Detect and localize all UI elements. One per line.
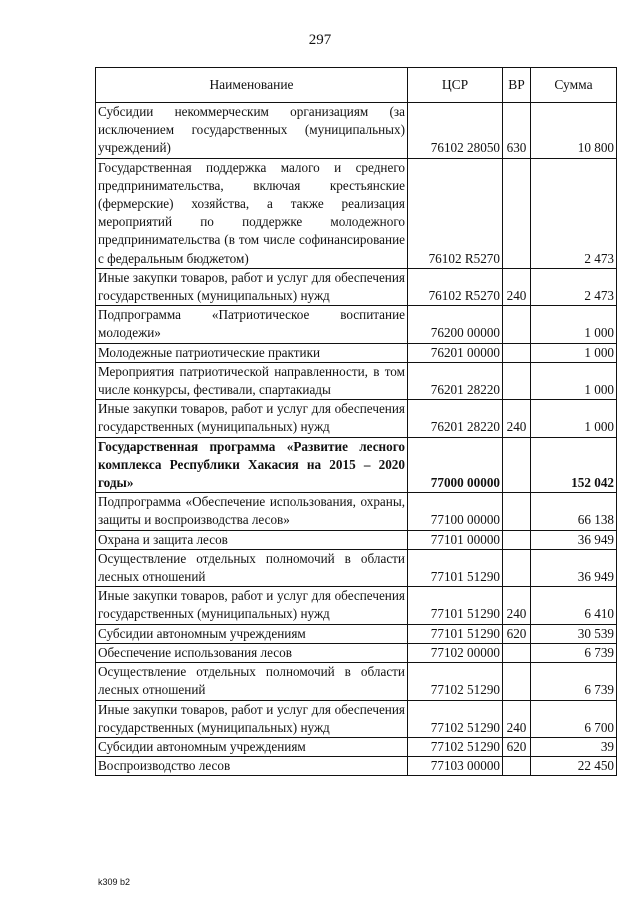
table-row (96, 663, 617, 700)
cell-vr: 240 (503, 400, 531, 437)
cell-sum: 36 949 (531, 530, 617, 549)
cell-csr: 76102 28050 (408, 103, 503, 159)
header-sum: Сумма (531, 68, 617, 103)
cell-vr (503, 306, 531, 343)
cell-name: Государственная поддержка малого и среднего предпринимательства, включая крестьянские (фермерские) хозяйства, а также реализация мероприятий по поддержке молодежного предпринимательства (в том числе софинансирование с федеральным бюджетом) (96, 158, 408, 268)
cell-sum: 39 (531, 737, 617, 756)
cell-sum: 6 739 (531, 663, 617, 700)
cell-csr: 77101 51290 (408, 587, 503, 624)
cell-csr: 77103 00000 (408, 757, 503, 776)
table-row (96, 530, 617, 549)
cell-vr (503, 757, 531, 776)
footer-code: k309 b2 (98, 877, 131, 887)
table-row (96, 343, 617, 362)
cell-vr (503, 549, 531, 586)
cell-name: Субсидии некоммерческим организациям (за исключением государственных (муниципальных) учреждений) (96, 103, 408, 159)
cell-vr: 620 (503, 737, 531, 756)
cell-vr: 240 (503, 268, 531, 305)
cell-csr: 77101 51290 (408, 549, 503, 586)
cell-sum: 22 450 (531, 757, 617, 776)
cell-vr (503, 343, 531, 362)
cell-csr: 76102 R5270 (408, 268, 503, 305)
cell-csr: 77102 51290 (408, 700, 503, 737)
cell-csr: 77000 00000 (408, 437, 503, 493)
cell-name: Иные закупки товаров, работ и услуг для обеспечения государственных (муниципальных) нужд (96, 400, 408, 437)
table-row (96, 643, 617, 662)
cell-csr: 77102 51290 (408, 663, 503, 700)
cell-sum: 6 700 (531, 700, 617, 737)
table-row (96, 158, 617, 268)
cell-vr (503, 493, 531, 530)
cell-sum: 6 739 (531, 643, 617, 662)
cell-sum: 1 000 (531, 362, 617, 399)
cell-name: Воспроизводство лесов (96, 757, 408, 776)
cell-name: Иные закупки товаров, работ и услуг для обеспечения государственных (муниципальных) нужд (96, 268, 408, 305)
cell-sum: 66 138 (531, 493, 617, 530)
table-row (96, 400, 617, 437)
cell-name: Подпрограмма «Обеспечение использования, охраны, защиты и воспроизводства лесов» (96, 493, 408, 530)
table-row (96, 306, 617, 343)
cell-name: Иные закупки товаров, работ и услуг для обеспечения государственных (муниципальных) нужд (96, 700, 408, 737)
cell-name: Подпрограмма «Патриотическое воспитание молодежи» (96, 306, 408, 343)
cell-sum: 2 473 (531, 268, 617, 305)
cell-csr: 77102 51290 (408, 737, 503, 756)
cell-name: Осуществление отдельных полномочий в области лесных отношений (96, 549, 408, 586)
table-row (96, 737, 617, 756)
cell-name: Охрана и защита лесов (96, 530, 408, 549)
cell-sum: 152 042 (531, 437, 617, 493)
header-csr: ЦСР (408, 68, 503, 103)
cell-name: Молодежные патриотические практики (96, 343, 408, 362)
cell-vr: 620 (503, 624, 531, 643)
cell-csr: 76201 00000 (408, 343, 503, 362)
cell-csr: 77100 00000 (408, 493, 503, 530)
cell-sum: 1 000 (531, 343, 617, 362)
table-row (96, 268, 617, 305)
cell-sum: 1 000 (531, 400, 617, 437)
table-row (96, 362, 617, 399)
table-row (96, 493, 617, 530)
header-name: Наименование (96, 68, 408, 103)
cell-csr: 76200 00000 (408, 306, 503, 343)
header-vr: ВР (503, 68, 531, 103)
cell-vr (503, 663, 531, 700)
cell-sum: 30 539 (531, 624, 617, 643)
cell-vr (503, 437, 531, 493)
table-header-row (96, 68, 617, 103)
cell-vr: 240 (503, 700, 531, 737)
cell-csr: 76102 R5270 (408, 158, 503, 268)
cell-csr: 77101 00000 (408, 530, 503, 549)
cell-name: Осуществление отдельных полномочий в области лесных отношений (96, 663, 408, 700)
cell-vr (503, 158, 531, 268)
cell-csr: 76201 28220 (408, 400, 503, 437)
cell-vr (503, 362, 531, 399)
cell-vr: 240 (503, 587, 531, 624)
cell-vr (503, 643, 531, 662)
cell-name: Субсидии автономным учреждениям (96, 624, 408, 643)
cell-sum: 36 949 (531, 549, 617, 586)
cell-csr: 76201 28220 (408, 362, 503, 399)
page-number: 297 (308, 32, 332, 48)
table-body (96, 103, 617, 776)
table-row (96, 700, 617, 737)
table-row (96, 624, 617, 643)
cell-sum: 2 473 (531, 158, 617, 268)
table-row (96, 549, 617, 586)
table-row (96, 437, 617, 493)
cell-name: Мероприятия патриотической направленности, в том числе конкурсы, фестивали, спартакиады (96, 362, 408, 399)
table-row (96, 587, 617, 624)
table-row (96, 757, 617, 776)
cell-vr: 630 (503, 103, 531, 159)
table-row (96, 103, 617, 159)
cell-name: Субсидии автономным учреждениям (96, 737, 408, 756)
cell-name: Государственная программа «Развитие лесного комплекса Республики Хакасия на 2015 – 2020 годы» (96, 437, 408, 493)
cell-name: Обеспечение использования лесов (96, 643, 408, 662)
cell-csr: 77101 51290 (408, 624, 503, 643)
cell-sum: 6 410 (531, 587, 617, 624)
budget-table (95, 67, 617, 776)
cell-csr: 77102 00000 (408, 643, 503, 662)
cell-vr (503, 530, 531, 549)
cell-sum: 10 800 (531, 103, 617, 159)
cell-sum: 1 000 (531, 306, 617, 343)
cell-name: Иные закупки товаров, работ и услуг для обеспечения государственных (муниципальных) нужд (96, 587, 408, 624)
